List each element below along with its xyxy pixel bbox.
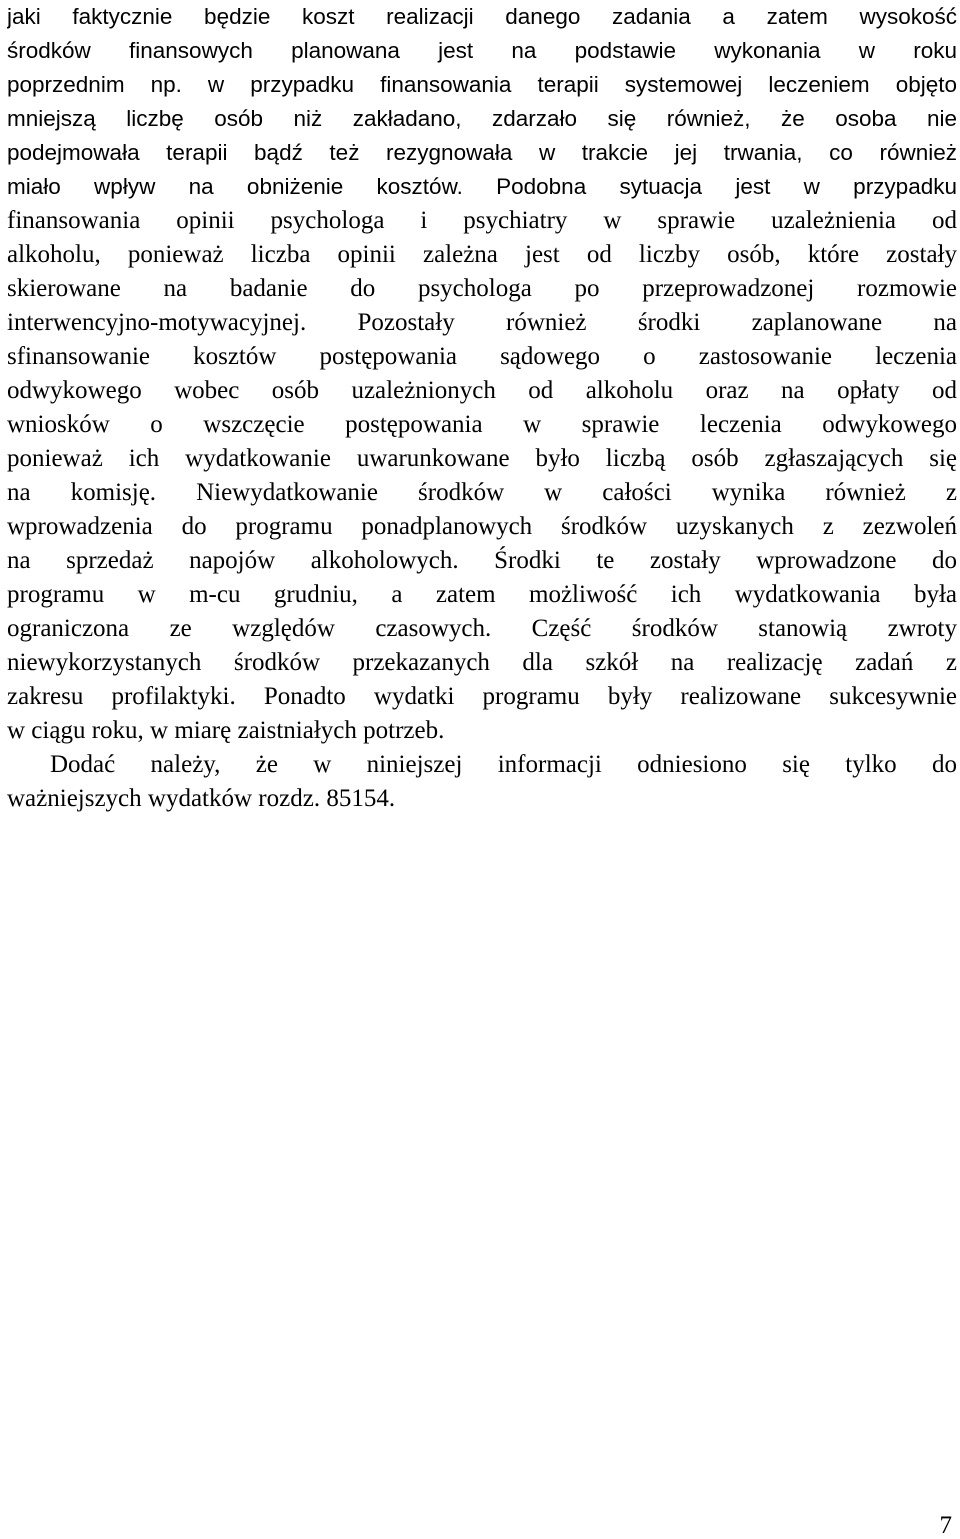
text-line: poprzednim np. w przypadku finansowania terapii systemowej leczeniem objęto	[7, 72, 957, 97]
text-line: podejmowała terapii bądź też rezygnowała w trakcie jej trwania, co również	[7, 140, 957, 165]
text-line: wniosków o wszczęcie postępowania w sprawie leczenia odwykowego	[7, 411, 957, 438]
text-line: sfinansowanie kosztów postępowania sądowego o zastosowanie leczenia	[7, 343, 957, 370]
text-line: Dodać należy, że w niniejszej informacji odniesiono się tylko do	[50, 751, 957, 778]
text-line: ponieważ ich wydatkowanie uwarunkowane było liczbą osób zgłaszających się	[7, 445, 957, 472]
text-line: zakresu profilaktyki. Ponadto wydatki programu były realizowane sukcesywnie	[7, 683, 957, 710]
page-number: 7	[939, 1512, 952, 1539]
text-line: mniejszą liczbę osób niż zakładano, zdarzało się również, że osoba nie	[7, 106, 957, 131]
text-line: na komisję. Niewydatkowanie środków w całości wynika również z	[7, 479, 957, 506]
text-line: na sprzedaż napojów alkoholowych. Środki te zostały wprowadzone do	[7, 547, 957, 574]
text-line: ważniejszych wydatków rozdz. 85154.	[7, 785, 396, 812]
text-line: w ciągu roku, w miarę zaistniałych potrzeb.	[7, 717, 445, 744]
body-text	[7, 0, 957, 816]
text-line: jaki faktycznie będzie koszt realizacji danego zadania a zatem wysokość	[7, 4, 957, 29]
text-line: odwykowego wobec osób uzależnionych od alkoholu oraz na opłaty od	[7, 377, 957, 404]
text-line: alkoholu, ponieważ liczba opinii zależna jest od liczby osób, które zostały	[7, 241, 957, 268]
text-line: niewykorzystanych środków przekazanych dla szkół na realizację zadań z	[7, 649, 957, 676]
text-line: miało wpływ na obniżenie kosztów. Podobna sytuacja jest w przypadku	[7, 174, 957, 199]
text-line: programu w m-cu grudniu, a zatem możliwość ich wydatkowania była	[7, 581, 957, 608]
text-line: ograniczona ze względów czasowych. Część środków stanowią zwroty	[7, 615, 957, 642]
text-line: interwencyjno-motywacyjnej. Pozostały również środki zaplanowane na	[7, 309, 957, 336]
text-line: finansowania opinii psychologa i psychiatry w sprawie uzależnienia od	[7, 207, 957, 234]
text-line: skierowane na badanie do psychologa po przeprowadzonej rozmowie	[7, 275, 957, 302]
text-line: środków finansowych planowana jest na podstawie wykonania w roku	[7, 38, 957, 63]
text-line: wprowadzenia do programu ponadplanowych środków uzyskanych z zezwoleń	[7, 513, 957, 540]
